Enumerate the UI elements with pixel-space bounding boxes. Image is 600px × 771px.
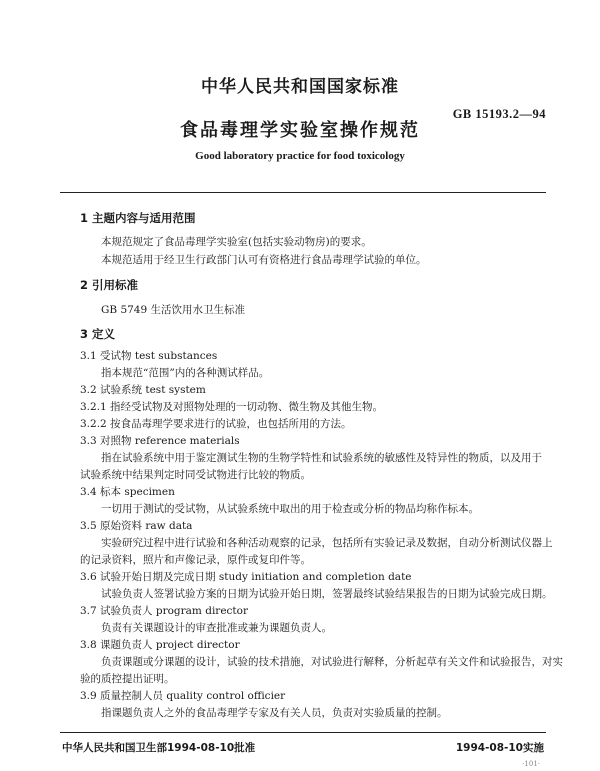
definition-3-1-text: 指本规范“范围”内的各种测试样品。 (101, 367, 270, 379)
section-1-paragraph-2: 本规范适用于经卫生行政部门认可有资格进行食品毒理学试验的单位。 (101, 254, 427, 266)
standard-code: GB 15193.2—94 (452, 107, 546, 121)
implementation-date: 1994-08-10实施 (455, 742, 544, 754)
definition-3-4: 3.4 标本 specimen (80, 486, 175, 498)
definition-3-8: 3.8 课题负责人 project director (80, 639, 240, 651)
definition-3-2-1: 3.2.1 指经受试物及对照物处理的一切动物、微生物及其他生物。 (80, 401, 384, 413)
definition-3-7: 3.7 试验负责人 program director (80, 605, 248, 617)
definition-3-9-text: 指课题负责人之外的食品毒理学专家及有关人员，负责对实验质量的控制。 (101, 707, 448, 719)
approval-line: 中华人民共和国卫生部1994-08-10批准 (62, 742, 256, 754)
footer-divider (60, 732, 546, 733)
section-1-heading: 1 主题内容与适用范围 (80, 211, 196, 225)
definition-3-9: 3.9 质量控制人员 quality control officier (80, 690, 286, 702)
definition-3-6: 3.6 试验开始日期及完成日期 study initiation and completion date (80, 571, 412, 583)
national-standard-label: 中华人民共和国国家标准 (201, 77, 399, 97)
section-2-heading: 2 引用标准 (80, 278, 139, 292)
definition-3-2: 3.2 试验系统 test system (80, 384, 206, 396)
section-1-paragraph-1: 本规范规定了食品毒理学实验室(包括实验动物房)的要求。 (101, 236, 372, 248)
definition-3-3-text-1: 指在试验系统中用于鉴定测试生物的生物学特性和试验系统的敏感性及特异性的物质，以及用于 (101, 452, 542, 464)
definition-3-3-text-2: 试验系统中结果判定时同受试物进行比较的物质。 (80, 469, 311, 481)
definition-3-6-text: 试验负责人签署试验方案的日期为试验开始日期，签署最终试验结果报告的日期为试验完成日期。 (101, 588, 553, 600)
definition-3-2-2: 3.2.2 按食品毒理学要求进行的试验，也包括所用的方法。 (80, 418, 352, 430)
definition-3-7-text: 负责有关课题设计的审查批准或兼为课题负责人。 (101, 622, 332, 634)
page-number: ·101· (522, 760, 540, 768)
definition-3-1: 3.1 受试物 test substances (80, 350, 218, 362)
definition-3-8-text-2: 验的质控提出证明。 (80, 673, 175, 685)
section-3-heading: 3 定义 (80, 327, 116, 341)
definition-3-8-text-1: 负责课题或分课题的设计，试验的技术措施，对试验进行解释，分析起草有关文件和试验报告，对实 (101, 656, 563, 668)
header-divider (60, 192, 546, 193)
definition-3-5: 3.5 原始资料 raw data (80, 520, 193, 532)
definition-3-5-text-1: 实验研究过程中进行试验和各种活动观察的记录，包括所有实验记录及数据，自动分析测试仪器上 (101, 537, 553, 549)
definition-3-4-text: 一切用于测试的受试物，从试验系统中取出的用于检查或分析的物品均称作标本。 (101, 503, 479, 515)
definition-3-3: 3.3 对照物 reference materials (80, 435, 240, 447)
section-2-reference: GB 5749 生活饮用水卫生标准 (101, 304, 246, 316)
document-title-en: Good laboratory practice for food toxicology (195, 150, 405, 162)
document-title-cn: 食品毒理学实验室操作规范 (180, 120, 420, 141)
definition-3-5-text-2: 的记录资料，照片和声像记录，原件或复印件等。 (80, 554, 311, 566)
